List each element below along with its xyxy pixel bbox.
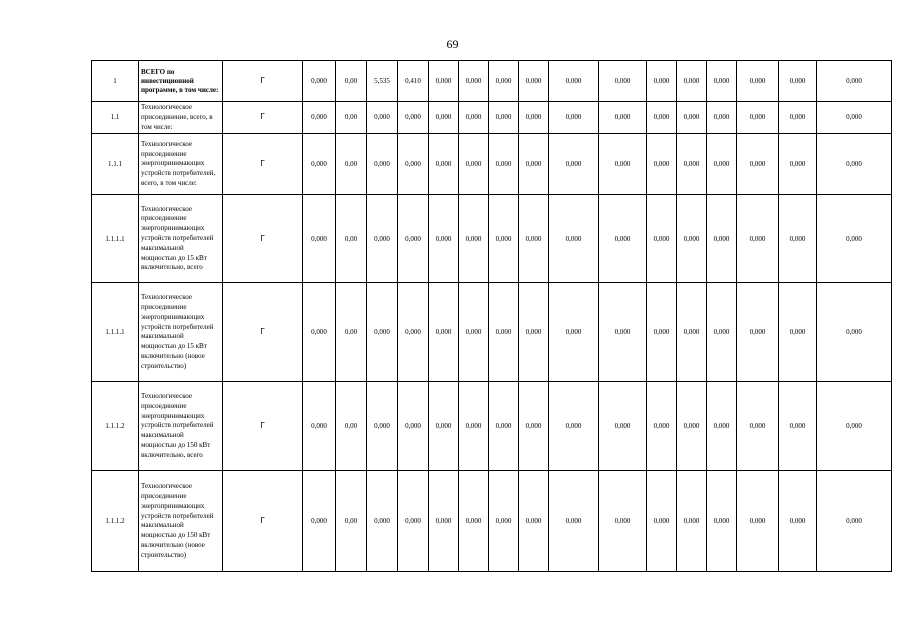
row-unit-cell: Г: [223, 102, 303, 134]
value-cell: 0,000: [398, 195, 429, 283]
value-cell: 0,000: [489, 102, 519, 134]
table-body: [92, 61, 892, 572]
value-cell: 0,000: [303, 134, 336, 195]
value-cell: 0,000: [459, 471, 489, 572]
value-cell: 0,000: [549, 283, 599, 382]
value-cell: 0,000: [677, 195, 707, 283]
value-cell: 0,000: [429, 471, 459, 572]
value-cell: 0,000: [303, 195, 336, 283]
value-cell: 5,535: [367, 61, 398, 102]
value-cell: 0,000: [519, 195, 549, 283]
investment-program-table: [91, 60, 892, 572]
value-cell: 0,000: [459, 382, 489, 471]
table-row: [92, 102, 892, 134]
value-cell: 0,000: [398, 471, 429, 572]
value-cell: 0,00: [336, 283, 367, 382]
value-cell: 0,000: [647, 61, 677, 102]
value-cell: 0,000: [429, 102, 459, 134]
value-cell: 0,000: [549, 195, 599, 283]
value-cell: 0,000: [489, 283, 519, 382]
value-cell: 0,000: [707, 195, 737, 283]
table-row: [92, 61, 892, 102]
value-cell: 0,00: [336, 102, 367, 134]
value-cell: 0,000: [737, 382, 779, 471]
value-cell: 0,000: [303, 283, 336, 382]
value-cell: 0,000: [677, 61, 707, 102]
value-cell: 0,000: [459, 134, 489, 195]
value-cell: 0,000: [779, 195, 817, 283]
value-cell: 0,000: [737, 195, 779, 283]
value-cell: 0,00: [336, 134, 367, 195]
value-cell: 0,000: [459, 61, 489, 102]
row-code-cell: 1: [92, 61, 139, 102]
row-name-cell: Технологическое присоединение, всего, в том числе:: [139, 102, 223, 134]
value-cell: 0,000: [599, 61, 647, 102]
value-cell: 0,00: [336, 471, 367, 572]
value-cell: 0,000: [707, 471, 737, 572]
value-cell: 0,000: [303, 471, 336, 572]
value-cell: 0,000: [677, 471, 707, 572]
value-cell: 0,000: [707, 134, 737, 195]
value-cell: 0,000: [398, 382, 429, 471]
value-cell: 0,000: [779, 61, 817, 102]
value-cell: 0,000: [549, 134, 599, 195]
value-cell: 0,000: [817, 382, 892, 471]
row-unit-cell: Г: [223, 382, 303, 471]
table-row: [92, 283, 892, 382]
table-row: [92, 382, 892, 471]
value-cell: 0,000: [707, 61, 737, 102]
row-code-cell: 1.1.1.1: [92, 195, 139, 283]
value-cell: 0,000: [779, 102, 817, 134]
value-cell: 0,000: [519, 471, 549, 572]
value-cell: 0,000: [367, 134, 398, 195]
row-code-cell: 1.1.1.1: [92, 283, 139, 382]
value-cell: 0,000: [647, 471, 677, 572]
value-cell: 0,000: [459, 283, 489, 382]
value-cell: 0,00: [336, 382, 367, 471]
row-code-cell: 1.1.1: [92, 134, 139, 195]
value-cell: 0,000: [519, 61, 549, 102]
row-name-cell: ВСЕГО по инвестиционной программе, в том числе:: [139, 61, 223, 102]
row-code-cell: 1.1.1.2: [92, 471, 139, 572]
table-row: [92, 134, 892, 195]
value-cell: 0,000: [429, 382, 459, 471]
value-cell: 0,000: [519, 134, 549, 195]
row-unit-cell: Г: [223, 61, 303, 102]
row-name-cell: Технологическое присоединение энергопринимающих устройств потребителей максимальной мощностью до 150 кВт включительно, всего: [139, 382, 223, 471]
value-cell: 0,000: [737, 471, 779, 572]
value-cell: 0,000: [549, 471, 599, 572]
value-cell: 0,000: [707, 102, 737, 134]
value-cell: 0,000: [367, 195, 398, 283]
value-cell: 0,000: [519, 102, 549, 134]
value-cell: 0,000: [489, 61, 519, 102]
value-cell: 0,000: [817, 61, 892, 102]
value-cell: 0,000: [677, 134, 707, 195]
value-cell: 0,000: [647, 382, 677, 471]
value-cell: 0,000: [519, 283, 549, 382]
value-cell: 0,000: [549, 382, 599, 471]
value-cell: 0,000: [367, 471, 398, 572]
value-cell: 0,000: [429, 134, 459, 195]
value-cell: 0,000: [779, 382, 817, 471]
value-cell: 0,410: [398, 61, 429, 102]
value-cell: 0,000: [647, 134, 677, 195]
row-unit-cell: Г: [223, 471, 303, 572]
value-cell: 0,000: [599, 195, 647, 283]
value-cell: 0,00: [336, 61, 367, 102]
value-cell: 0,000: [398, 102, 429, 134]
value-cell: 0,000: [707, 283, 737, 382]
value-cell: 0,000: [599, 283, 647, 382]
value-cell: 0,000: [647, 102, 677, 134]
row-name-cell: Технологическое присоединение энергопринимающих устройств потребителей, всего, в том числе:: [139, 134, 223, 195]
value-cell: 0,000: [489, 471, 519, 572]
value-cell: 0,000: [549, 61, 599, 102]
row-name-cell: Технологическое присоединение энергопринимающих устройств потребителей максимальной мощностью до 15 кВт включительно (новое строительство): [139, 283, 223, 382]
value-cell: 0,000: [367, 102, 398, 134]
row-unit-cell: Г: [223, 134, 303, 195]
value-cell: 0,000: [599, 382, 647, 471]
value-cell: 0,000: [549, 102, 599, 134]
row-name-cell: Технологическое присоединение энергопринимающих устройств потребителей максимальной мощностью до 150 кВт включительно (новое строительство): [139, 471, 223, 572]
value-cell: 0,000: [599, 134, 647, 195]
row-name-cell: Технологическое присоединение энергопринимающих устройств потребителей максимальной мощностью до 15 кВт включительно, всего: [139, 195, 223, 283]
value-cell: 0,000: [817, 283, 892, 382]
row-unit-cell: Г: [223, 283, 303, 382]
value-cell: 0,000: [303, 61, 336, 102]
value-cell: 0,000: [367, 382, 398, 471]
row-code-cell: 1.1.1.2: [92, 382, 139, 471]
value-cell: 0,000: [429, 283, 459, 382]
value-cell: 0,000: [367, 283, 398, 382]
value-cell: 0,000: [599, 471, 647, 572]
table-row: [92, 195, 892, 283]
value-cell: 0,000: [737, 102, 779, 134]
table-row: [92, 471, 892, 572]
value-cell: 0,000: [817, 134, 892, 195]
row-code-cell: 1.1: [92, 102, 139, 134]
value-cell: 0,000: [677, 102, 707, 134]
value-cell: 0,000: [779, 471, 817, 572]
value-cell: 0,000: [429, 61, 459, 102]
value-cell: 0,000: [429, 195, 459, 283]
value-cell: 0,000: [519, 382, 549, 471]
value-cell: 0,000: [398, 134, 429, 195]
value-cell: 0,000: [737, 134, 779, 195]
value-cell: 0,000: [303, 102, 336, 134]
value-cell: 0,000: [737, 283, 779, 382]
value-cell: 0,000: [459, 195, 489, 283]
value-cell: 0,000: [647, 195, 677, 283]
value-cell: 0,000: [677, 283, 707, 382]
value-cell: 0,000: [489, 134, 519, 195]
value-cell: 0,000: [779, 283, 817, 382]
value-cell: 0,000: [647, 283, 677, 382]
value-cell: 0,000: [707, 382, 737, 471]
value-cell: 0,000: [779, 134, 817, 195]
page-number: 69: [446, 37, 459, 51]
value-cell: 0,000: [489, 195, 519, 283]
row-unit-cell: Г: [223, 195, 303, 283]
value-cell: 0,000: [817, 102, 892, 134]
value-cell: 0,000: [817, 195, 892, 283]
value-cell: 0,000: [459, 102, 489, 134]
value-cell: 0,000: [398, 283, 429, 382]
value-cell: 0,000: [817, 471, 892, 572]
value-cell: 0,00: [336, 195, 367, 283]
value-cell: 0,000: [303, 382, 336, 471]
value-cell: 0,000: [737, 61, 779, 102]
value-cell: 0,000: [489, 382, 519, 471]
value-cell: 0,000: [599, 102, 647, 134]
value-cell: 0,000: [677, 382, 707, 471]
